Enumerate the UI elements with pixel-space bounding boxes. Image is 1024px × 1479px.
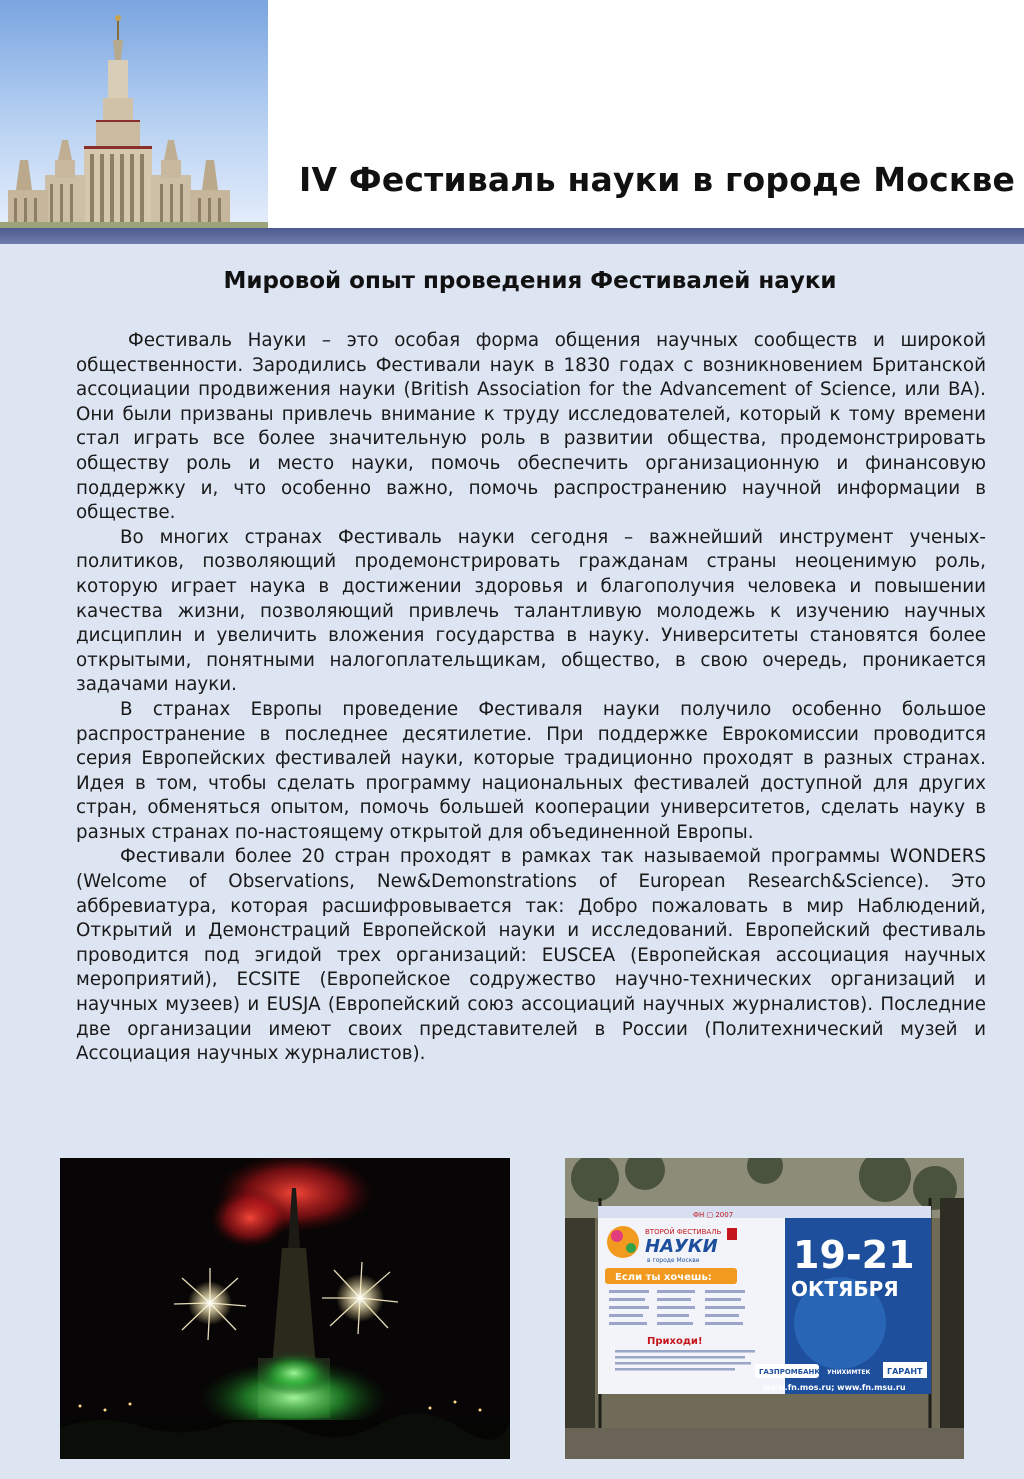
banner-question: Если ты хочешь:: [615, 1272, 712, 1283]
paragraph-4: Фестивали более 20 стран проходят в рамках так называемой программы WONDERS (Welcome of Observations, New&Demonstrations of European Research&Science). Это аббревиатура, которая расшифровывается так: Добро пожаловать в мир Наблюдений, Открытий и Демонстраций Европейской науки и исследований. Европейский фестиваль проводится под эгидой трех организаций: EUSCEA (Европейская ассоциация научных мероприятий), ECSITE (Европейское содружество научно-технических организаций и научных музеев) и EUSJA (Европейский союз ассоциаций научных журналистов). Последние две организации имеют своих представителей в России (Политехнический музей и Ассоциация научных журналистов).: [76, 846, 986, 1065]
article-heading: Мировой опыт проведения Фестивалей науки: [223, 268, 837, 294]
paragraph-3: В странах Европы проведение Фестиваля науки получило особенно большое распространение в последнее десятилетие. При поддержке Еврокомиссии проводится серия Европейских фестивалей науки, которые традиционно проходят в разных странах. Идея в том, чтобы сделать программу национальных фестивалей доступной для других стран, обменяться опытом, помочь большей кооперации университетов, сделать науку в разных странах по-настоящему открытой для объединенной Европы.: [76, 698, 986, 843]
festival-banner-photo: [565, 1158, 964, 1459]
banner-dates: 19-21: [793, 1233, 915, 1277]
banner-festival-title: ВТОРОЙ ФЕСТИВАЛЬ: [645, 1228, 722, 1236]
banner-invite: Приходи!: [647, 1336, 703, 1347]
banner-year-mark: ФН ▢ 2007: [693, 1211, 734, 1219]
fireworks-photo: [60, 1158, 510, 1459]
page-header: [0, 0, 1024, 236]
university-building-photo: [0, 0, 268, 230]
banner-month: ОКТЯБРЯ: [791, 1277, 899, 1301]
banner-sponsor-3: ГАРАНТ: [887, 1367, 923, 1376]
banner-festival-name: НАУКИ: [645, 1236, 718, 1257]
article-body: [76, 329, 986, 1067]
paragraph-2: Во многих странах Фестиваль науки сегодня – важнейший инструмент ученых-политиков, позволяющий продемонстрировать гражданам страны неоценимую роль, которую играет наука в достижении здоровья и благополучия человека и повышении качества жизни, позволяющий привлечь талантливую молодежь к изучению научных дисциплин и увеличить вложения государства в науку. Университеты становятся более открытыми, понятными налогоплательщикам, общество, в свою очередь, проникается задачами науки.: [76, 526, 986, 696]
header-divider: [0, 228, 1024, 244]
paragraph-1: Фестиваль Науки – это особая форма общения научных сообществ и широкой общественности. Зародились Фестивали наук в 1830 годах с возникновением Британской ассоциации продвижения науки (British Association for the Advancement of Science, или BA). Они были призваны привлечь внимание к труду исследователей, который к тому времени стал играть все более значительную роль в развитии общества, продемонстрировать обществу роль и место науки, помочь обеспечить организационную и финансовую поддержку и, что особенно важно, помочь распространению научной информации в обществе.: [76, 330, 986, 524]
page-title: IV Фестиваль науки в городе Москве: [299, 160, 1016, 199]
banner-festival-city: в городе Москве: [647, 1257, 700, 1264]
banner-url: www.fn.mos.ru; www.fn.msu.ru: [763, 1383, 906, 1392]
banner-sponsor-2: УНИХИМТЕК: [827, 1369, 871, 1376]
banner-sponsor-1: ГАЗПРОМБАНК: [759, 1368, 821, 1376]
